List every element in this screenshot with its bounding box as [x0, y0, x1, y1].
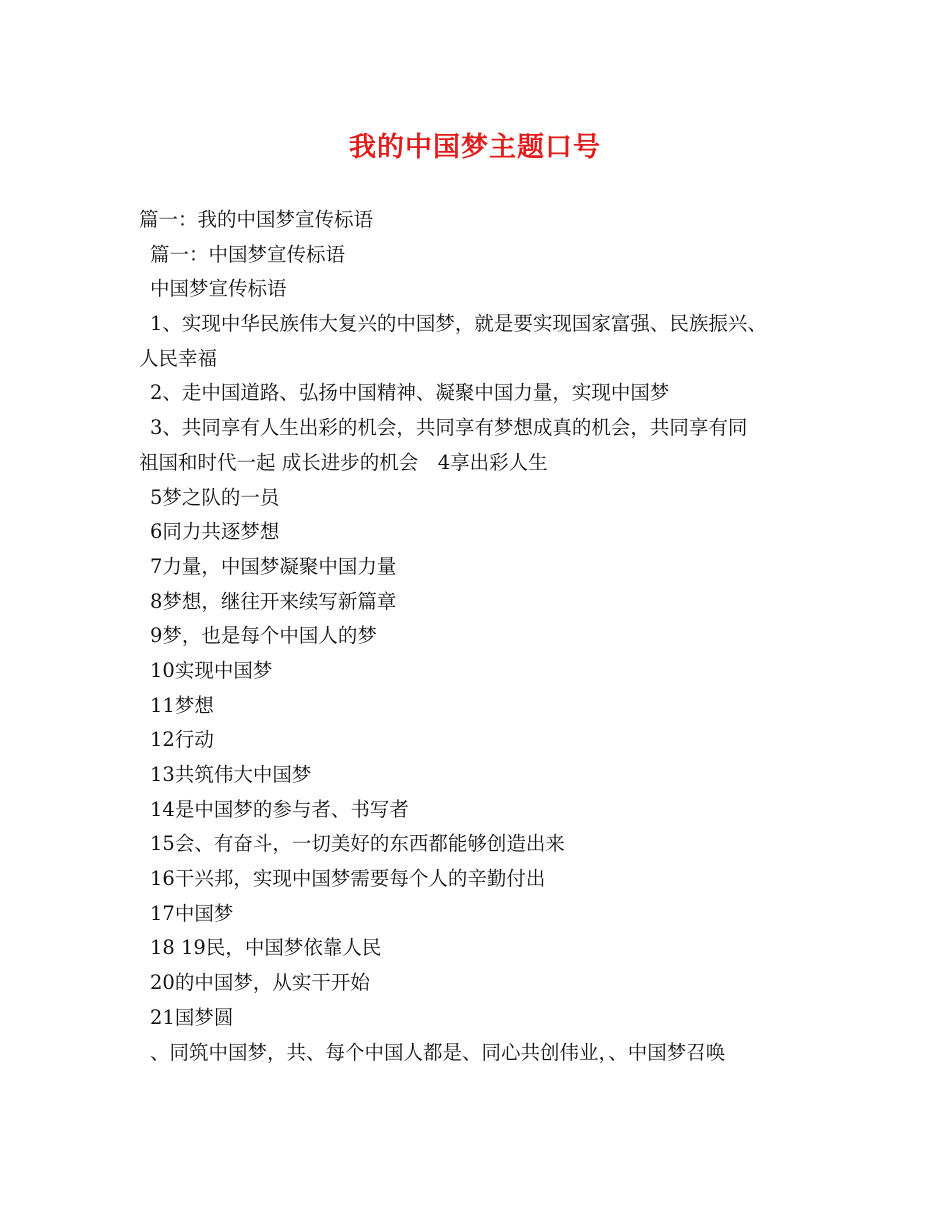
text-line: 14是中国梦的参与者、书写者: [150, 797, 409, 821]
text-line: 8梦想，继往开来续写新篇章: [150, 589, 397, 613]
text-line: 7力量，中国梦凝聚中国力量: [150, 554, 397, 578]
text-line: 1、实现中华民族伟大复兴的中国梦，就是要实现国家富强、民族振兴、: [150, 312, 767, 336]
text-line-continuation: 祖国和时代一起 成长进步的机会 4享出彩人生: [139, 450, 548, 474]
text-line: 11梦想: [150, 693, 214, 717]
text-line: 16干兴邦，实现中国梦需要每个人的辛勤付出: [150, 867, 546, 891]
text-line: 20的中国梦，从实干开始: [150, 971, 370, 995]
text-line: 9梦，也是每个中国人的梦: [150, 624, 377, 648]
text-line-subheading: 篇一：中国梦宣传标语: [150, 242, 346, 266]
text-line: 17中国梦: [150, 901, 234, 925]
text-line: 、同筑中国梦，共、每个中国人都是、同心共创伟业，、中国梦召唤: [150, 1040, 726, 1064]
text-line-subheading-2: 中国梦宣传标语: [150, 277, 287, 301]
text-line: 18 19民，中国梦依靠人民: [150, 936, 382, 960]
text-line: 13共筑伟大中国梦: [150, 763, 312, 786]
text-line: 2、走中国道路、弘扬中国精神、凝聚中国力量，实现中国梦: [150, 381, 670, 405]
text-line: 5梦之队的一员: [150, 485, 280, 509]
text-line: 21国梦圆: [150, 1005, 234, 1029]
text-line: 3、共同享有人生出彩的机会，共同享有梦想成真的机会，共同享有同: [150, 416, 748, 440]
text-line-section-heading: 篇一：我的中国梦宣传标语: [139, 208, 374, 231]
document-body: [139, 203, 839, 1070]
text-line: 15会、有奋斗，一切美好的东西都能够创造出来: [150, 832, 565, 856]
text-line-continuation: 人民幸福: [139, 346, 218, 370]
text-line: 12行动: [150, 728, 214, 752]
text-line: 6同力共逐梦想: [150, 520, 280, 544]
text-line: 10实现中国梦: [150, 658, 273, 682]
document-title: 我的中国梦主题口号: [349, 132, 601, 163]
